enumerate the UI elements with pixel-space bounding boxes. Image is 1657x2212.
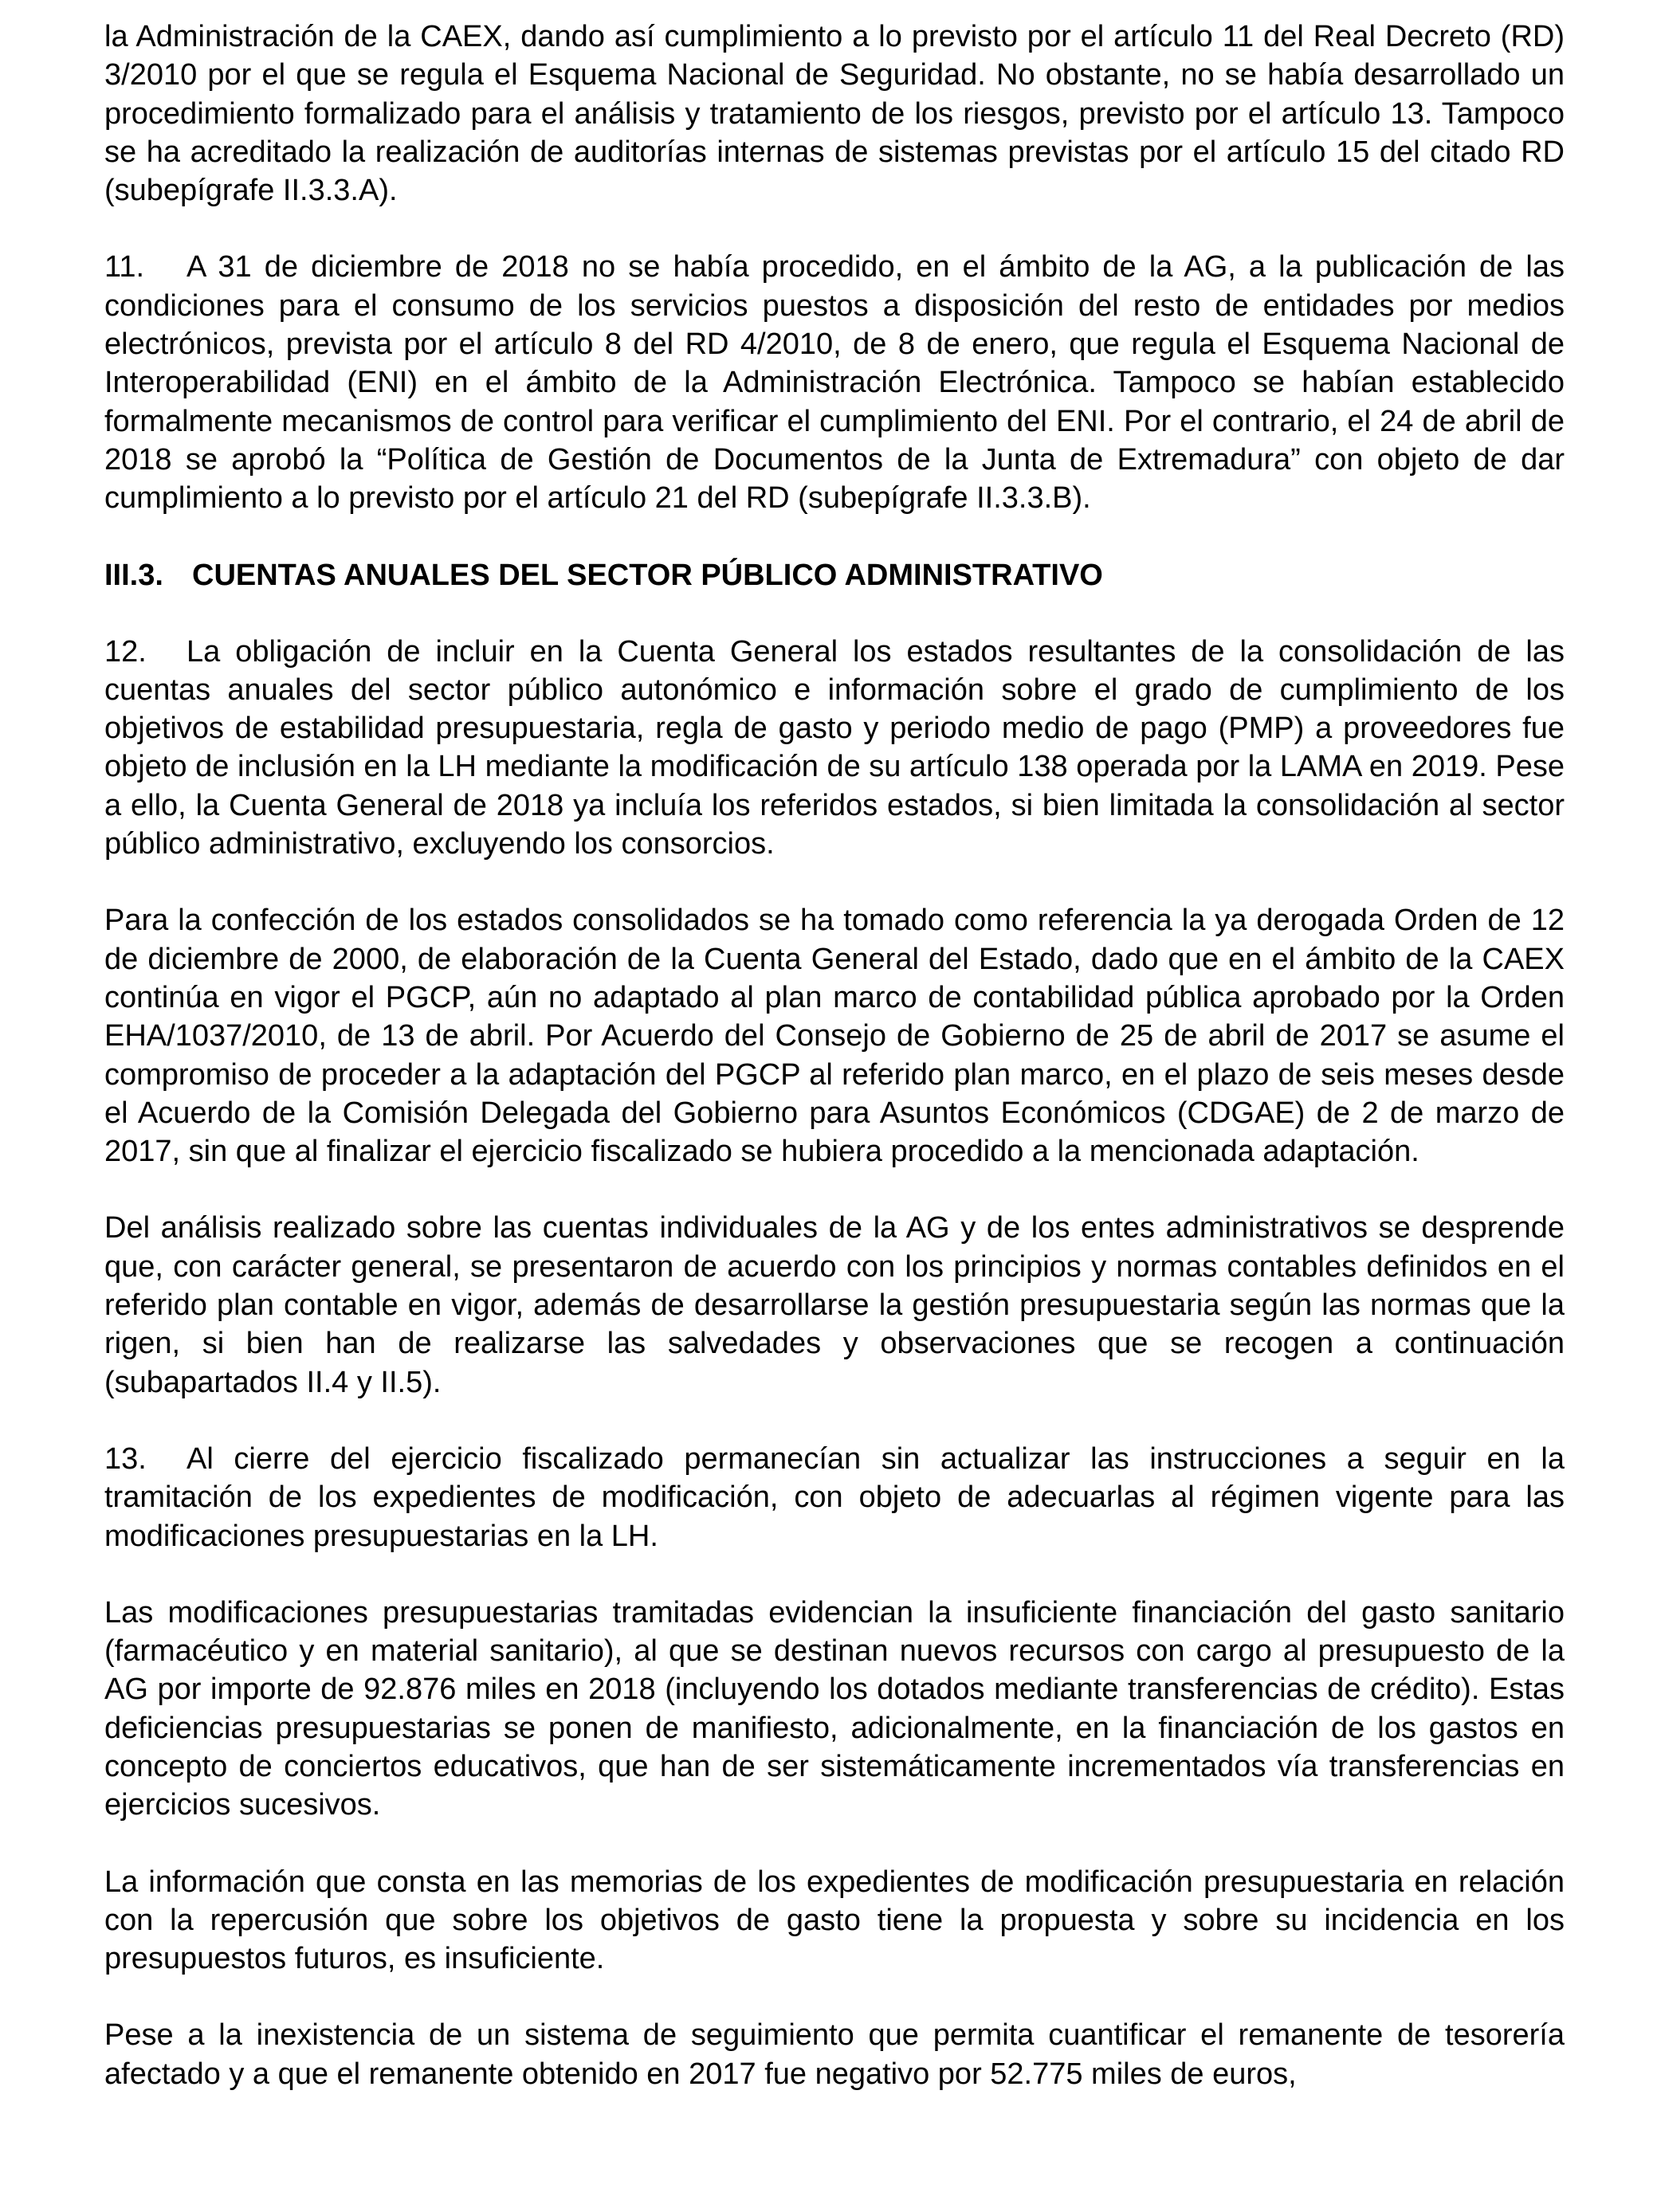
paragraph-text: La obligación de incluir en la Cuenta General los estados resultantes de la consolidación de las cuentas anuales del sector público autonómico e información sobre el grado de cumplimiento de los objetivos de estabilidad presupuestaria, regla de gasto y periodo medio de pago (PMP) a proveedores fue objeto de inclusión en la LH mediante la modificación de su artículo 138 operada por la LAMA en 2019. Pese a ello, la Cuenta General de 2018 ya incluía los referidos estados, si bien limitada la consolidación al sector público administrativo, excluyendo los consorcios. xyxy=(104,634,1565,861)
paragraph-number: 13. xyxy=(104,1441,147,1476)
paragraph-continuation: la Administración de la CAEX, dando así cumplimiento a lo previsto por el artículo 11 del Real Decreto (RD) 3/2010 por el que se regula el Esquema Nacional de Seguridad. No obstante, no se había desarrollado un procedimiento formalizado para el análisis y tratamiento de los riesgos, previsto por el artículo 13. Tampoco se ha acreditado la realización de auditorías internas de sistemas previstas por el artículo 15 del citado RD (subepígrafe II.3.3.A). xyxy=(104,20,1565,208)
paragraph-text: Al cierre del ejercicio fiscalizado permanecían sin actualizar las instrucciones a seguir en la tramitación de los expedientes de modificación, con objeto de adecuarlas al régimen vigente para las modificaciones presupuestarias en la LH. xyxy=(104,1441,1565,1553)
paragraph-11 xyxy=(104,248,1565,517)
paragraph-modifications: Las modificaciones presupuestarias tramitadas evidencian la insuficiente financiación del gasto sanitario (farmacéutico y en material sanitario), al que se destinan nuevos recursos con cargo al presupuesto de la AG por importe de 92.876 miles en 2018 (incluyendo los dotados mediante transferencias de crédito). Estas deficiencias presupuestarias se ponen de manifiesto, adicionalmente, en la financiación de los gastos en concepto de conciertos educativos, que han de ser sistemáticamente incrementados vía transferencias en ejercicios sucesivos. xyxy=(104,1595,1565,1822)
paragraph-12 xyxy=(104,633,1565,864)
paragraph-memory-info: La información que consta en las memorias de los expedientes de modificación presupuestaria en relación con la repercusión que sobre los objetivos de gasto tiene la propuesta y sobre su incidencia en los presupuestos futuros, es insuficiente. xyxy=(104,1865,1565,1976)
section-heading xyxy=(104,556,1565,594)
paragraph-13 xyxy=(104,1440,1565,1555)
paragraph-text: A 31 de diciembre de 2018 no se había procedido, en el ámbito de la AG, a la publicación de las condiciones para el consumo de los servicios puestos a disposición del resto de entidades por medios electrónicos, prevista por el artículo 8 del RD 4/2010, de 8 de enero, que regula el Esquema Nacional de Interoperabilidad (ENI) en el ámbito de la Administración Electrónica. Tampoco se habían establecido formalmente mecanismos de control para verificar el cumplimiento del ENI. Por el contrario, el 24 de abril de 2018 se aprobó la “Política de Gestión de Documentos de la Junta de Extremadura” con objeto de dar cumplimiento a lo previsto por el artículo 21 del RD (subepígrafe II.3.3.B). xyxy=(104,250,1565,516)
paragraph-consolidation: Para la confección de los estados consolidados se ha tomado como referencia la ya derogada Orden de 12 de diciembre de 2000, de elaboración de la Cuenta General del Estado, dado que en el ámbito de la CAEX continúa en vigor el PGCP, aún no adaptado al plan marco de contabilidad pública aprobado por la Orden EHA/1037/2010, de 13 de abril. Por Acuerdo del Consejo de Gobierno de 25 de abril de 2017 se asume el compromiso de proceder a la adaptación del PGCP al referido plan marco, en el plazo de seis meses desde el Acuerdo de la Comisión Delegada del Gobierno para Asuntos Económicos (CDGAE) de 2 de marzo de 2017, sin que al finalizar el ejercicio fiscalizado se hubiera procedido a la mencionada adaptación. xyxy=(104,904,1565,1169)
section-number: III.3. xyxy=(104,558,163,592)
section-title: CUENTAS ANUALES DEL SECTOR PÚBLICO ADMINISTRATIVO xyxy=(192,558,1103,592)
paragraph-number: 11. xyxy=(104,250,145,284)
paragraph-treasury: Pese a la inexistencia de un sistema de seguimiento que permita cuantificar el remanente de tesorería afectado y a que el remanente obtenido en 2017 fue negativo por 52.775 miles de euros, xyxy=(104,2018,1565,2091)
paragraph-number: 12. xyxy=(104,634,147,669)
document-body xyxy=(104,18,1565,2093)
paragraph-analysis: Del análisis realizado sobre las cuentas individuales de la AG y de los entes administrativos se desprende que, con carácter general, se presentaron de acuerdo con los principios y normas contables definidos en el referido plan contable en vigor, además de desarrollarse la gestión presupuestaria según las normas que la rigen, si bien han de realizarse las salvedades y observaciones que se recogen a continuación (subapartados II.4 y II.5). xyxy=(104,1211,1565,1399)
